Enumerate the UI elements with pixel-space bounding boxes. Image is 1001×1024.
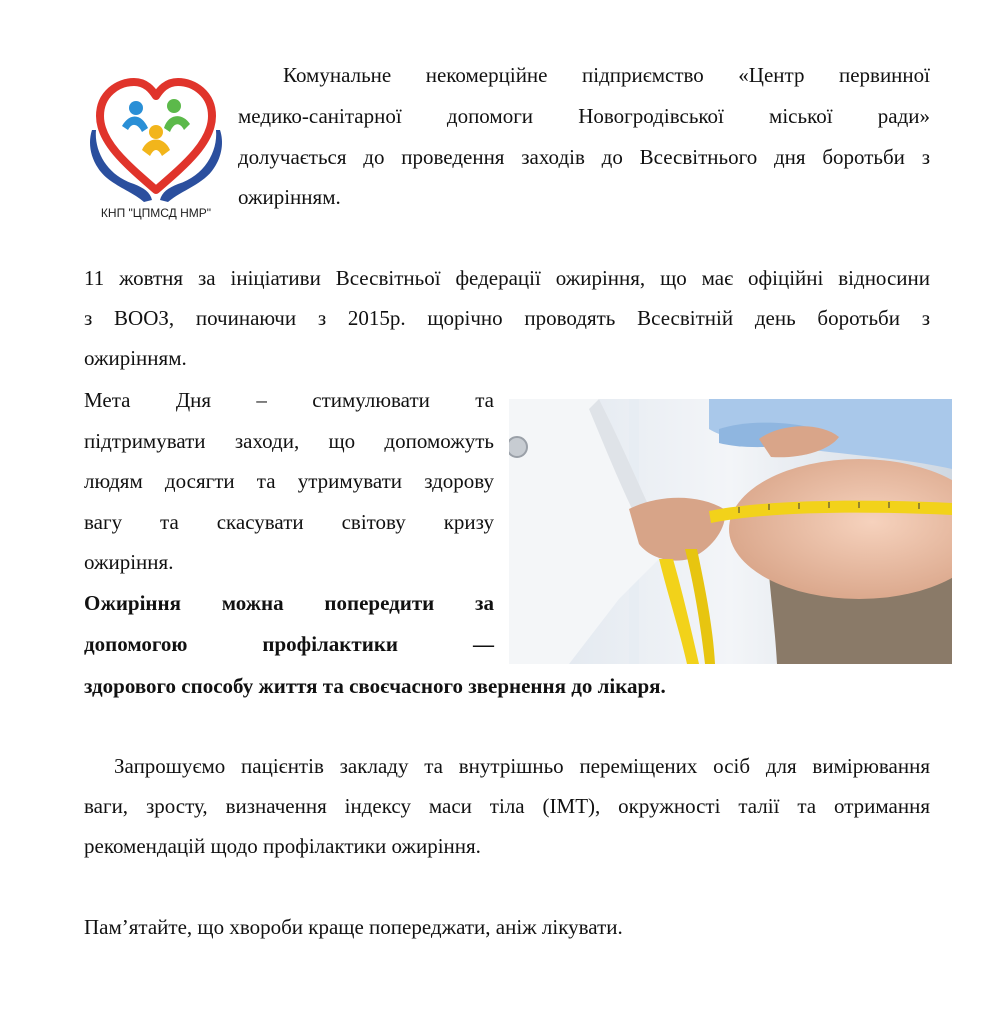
invite-line-3: рекомендацій щодо профілактики ожиріння. <box>84 834 481 858</box>
para1-line-3: ожирінням. <box>84 346 187 370</box>
goal-line-1: Мета Дня – стимулювати та <box>84 388 494 412</box>
logo-caption: КНП "ЦПМСД НМР" <box>100 206 212 220</box>
invite-line-1: Запрошуємо пацієнтів закладу та внутрішньо переміщених осіб для вимірювання <box>114 754 930 778</box>
invite-line-2: ваги, зросту, визначення індексу маси тіла (ІМТ), окружності талії та отримання <box>84 794 930 818</box>
bold-line-2: допомогою профілактики — <box>84 632 494 656</box>
goal-line-5: ожиріння. <box>84 550 174 574</box>
bold-line-1: Ожиріння можна попередити за <box>84 591 494 615</box>
bold-line-3: здорового способу життя та своєчасного звернення до лікаря. <box>84 674 666 698</box>
closing-line: Пам’ятайте, що хвороби краще попереджати, аніж лікувати. <box>84 915 623 939</box>
para1-line-2: з ВООЗ, починаючи з 2015р. щорічно проводять Всесвітній день боротьби з <box>84 306 930 330</box>
para1-line-1: 11 жовтня за ініціативи Всесвітньої федерації ожиріння, що має офіційні відносини <box>84 266 930 290</box>
goal-line-2: підтримувати заходи, що допоможуть <box>84 429 494 453</box>
intro-line-3: долучається до проведення заходів до Всесвітнього дня боротьби з <box>238 145 930 169</box>
waist-measurement-photo <box>509 399 952 664</box>
intro-line-4: ожирінням. <box>238 185 341 209</box>
intro-line-1: Комунальне некомерційне підприємство «Центр первинної <box>283 63 930 87</box>
intro-line-2: медико-санітарної допомоги Новогродівської міської ради» <box>238 104 930 128</box>
goal-line-4: вагу та скасувати світову кризу <box>84 510 494 534</box>
goal-line-3: людям досягти та утримувати здорову <box>84 469 494 493</box>
